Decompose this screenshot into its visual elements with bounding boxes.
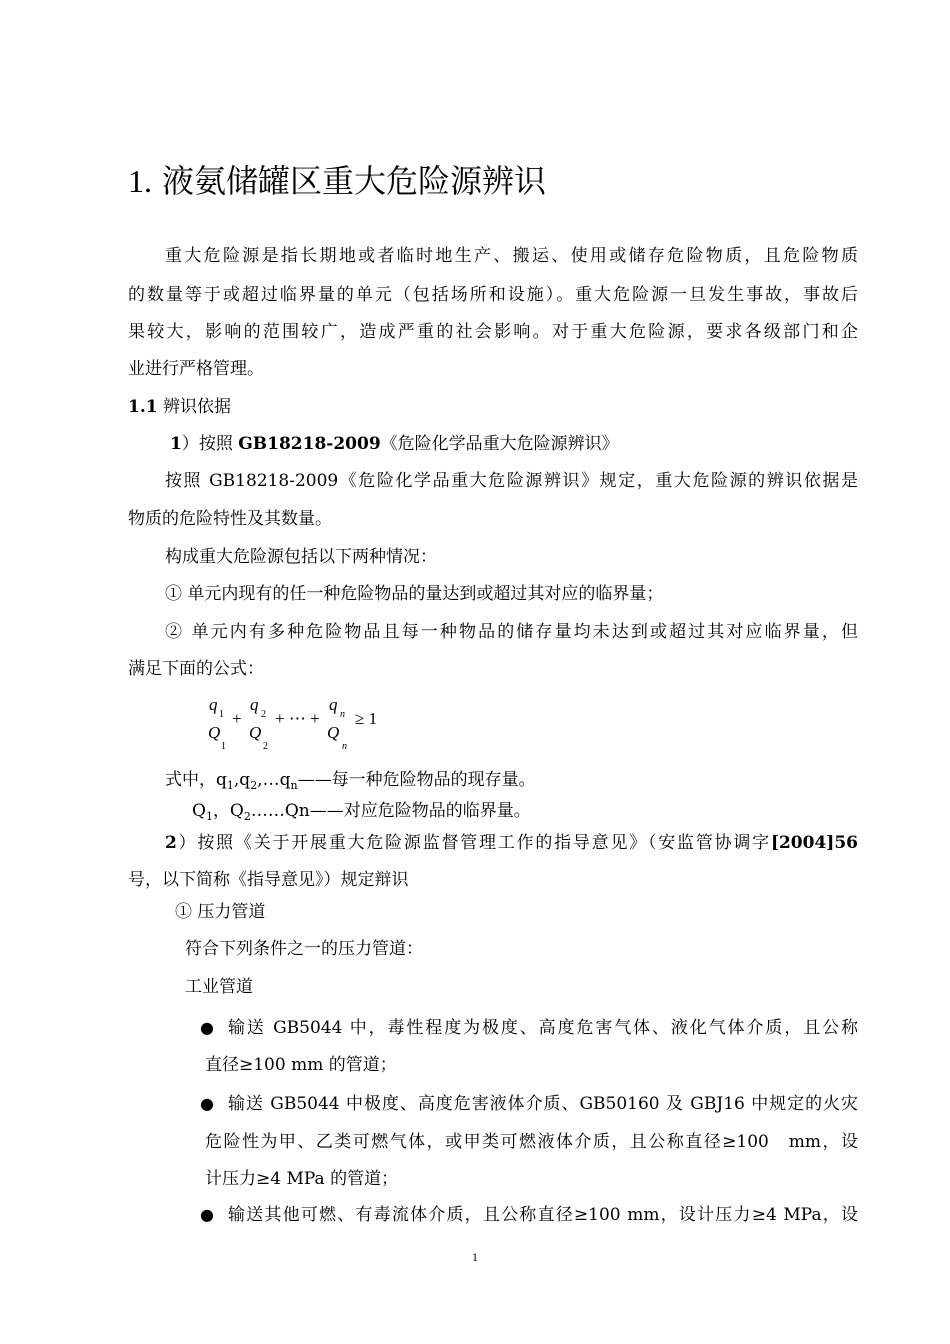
formula-sub: 1	[221, 741, 226, 752]
condition-2: 满足下面的公式：	[128, 659, 264, 679]
basis-1-title: 《危险化学品重大危险源辨识》	[380, 434, 619, 454]
heading-number: 1.	[128, 163, 152, 199]
bullet-item: 输送其他可燃、有毒流体介质，且公称直径≥100 mm，设计压力≥4 MPa，设	[228, 1205, 858, 1225]
conditions-intro: 构成重大危险源包括以下两种情况：	[165, 547, 437, 567]
bullet-item: 输送 GB5044 中，毒性程度为极度、高度危害气体、液化气体介质，且公称	[228, 1018, 858, 1038]
pressure-pipe-heading: ① 压力管道	[175, 902, 266, 922]
bullet-icon: ●	[200, 1094, 214, 1113]
legend-sub: 2	[250, 779, 258, 792]
intro-line: 果较大，影响的范围较广，造成严重的社会影响。对于重大危险源，要求各级部门和企	[128, 322, 858, 342]
formula-Q1: Q	[208, 723, 221, 742]
page-number: 1	[472, 1250, 478, 1264]
intro-line: 重大危险源是指长期地或者临时地生产、搬运、使用或储存危险物质，且危险物质	[165, 246, 858, 266]
threshold-formula	[205, 695, 405, 755]
formula-q1: q	[209, 695, 218, 714]
pipe-conditions: 符合下列条件之一的压力管道：	[185, 939, 423, 959]
legend-sub: 1	[226, 779, 234, 792]
formula-sub: n	[342, 741, 347, 752]
intro-line: 业进行严格管理。	[128, 359, 264, 379]
formula-sub: n	[340, 709, 345, 720]
basis-1-standard: GB18218-2009	[238, 434, 381, 454]
legend-sub: n	[290, 779, 298, 792]
page-title	[128, 156, 546, 202]
legend-text: Q	[192, 801, 206, 821]
basis-2-ref: [2004]56	[770, 833, 858, 853]
legend-text: ,…q	[257, 770, 291, 790]
legend-text: ……Qn——对应危险物品的临界量。	[250, 801, 531, 821]
formula-sub: 2	[261, 709, 266, 720]
formula-qn: q	[329, 695, 338, 714]
condition-2: ② 单元内有多种危险物品且每一种物品的储存量均未达到或超过其对应临界量，但	[165, 622, 858, 642]
legend-text: ——每一种危险物品的现存量。	[297, 770, 536, 790]
legend-text: ,q	[233, 770, 251, 790]
basis-1-paren: ）按照	[181, 434, 239, 454]
legend-text: ，Q	[212, 801, 244, 821]
condition-1: ① 单元内现有的任一种危险物品的量达到或超过其对应的临界量；	[165, 584, 664, 604]
formula-q2: q	[250, 695, 259, 714]
legend-sub: 1	[205, 810, 213, 823]
heading-title: 液氨储罐区重大危险源辨识	[162, 162, 547, 200]
bullet-item: 计压力≥4 MPa 的管道；	[205, 1169, 399, 1189]
intro-line: 的数量等于或超过临界量的单元（包括场所和设施）。重大危险源一旦发生事故，事故后	[128, 285, 858, 305]
basis-1-body: 物质的危险特性及其数量。	[128, 509, 332, 529]
section-number: 1.1	[128, 397, 158, 417]
section-heading	[128, 395, 231, 419]
basis-2-num: 2	[165, 833, 177, 853]
bullet-item: 直径≥100 mm 的管道；	[205, 1055, 397, 1075]
basis-1-body: 按照 GB18218-2009《危险化学品重大危险源辨识》规定，重大危险源的辨识依据是	[165, 471, 858, 491]
formula-Qn: Q	[327, 723, 340, 742]
basis-2-heading	[165, 831, 858, 855]
basis-2-text: ）按照《关于开展重大危险源监督管理工作的指导意见》（安监管协调字	[176, 833, 771, 853]
industrial-pipe: 工业管道	[185, 977, 253, 997]
formula-ellipsis: + ⋯ +	[275, 709, 320, 728]
formula-sub: 2	[263, 741, 268, 752]
legend-sub: 2	[243, 810, 251, 823]
formula-Q2: Q	[249, 723, 262, 742]
basis-1-heading	[170, 432, 619, 456]
bullet-item: 输送 GB5044 中极度、高度危害液体介质、GB50160 及 GBJ16 中规定的火灾	[228, 1094, 858, 1114]
basis-2-heading: 号，以下简称《指导意见》）规定辩识	[128, 870, 409, 890]
legend-text: 式中，q	[165, 770, 227, 790]
basis-1-num: 1	[170, 434, 182, 454]
section-title: 辨识依据	[162, 397, 231, 417]
bullet-icon: ●	[200, 1205, 214, 1224]
bullet-item: 危险性为甲、乙类可燃气体，或甲类可燃液体介质，且公称直径≥100 mm，设	[205, 1132, 858, 1152]
bullet-icon: ●	[200, 1018, 214, 1037]
formula-sub: 1	[219, 709, 224, 720]
formula-legend-q	[165, 768, 536, 792]
formula-plus: +	[232, 709, 242, 728]
formula-legend-Q	[192, 799, 531, 823]
formula-geq: ≥ 1	[355, 709, 378, 728]
